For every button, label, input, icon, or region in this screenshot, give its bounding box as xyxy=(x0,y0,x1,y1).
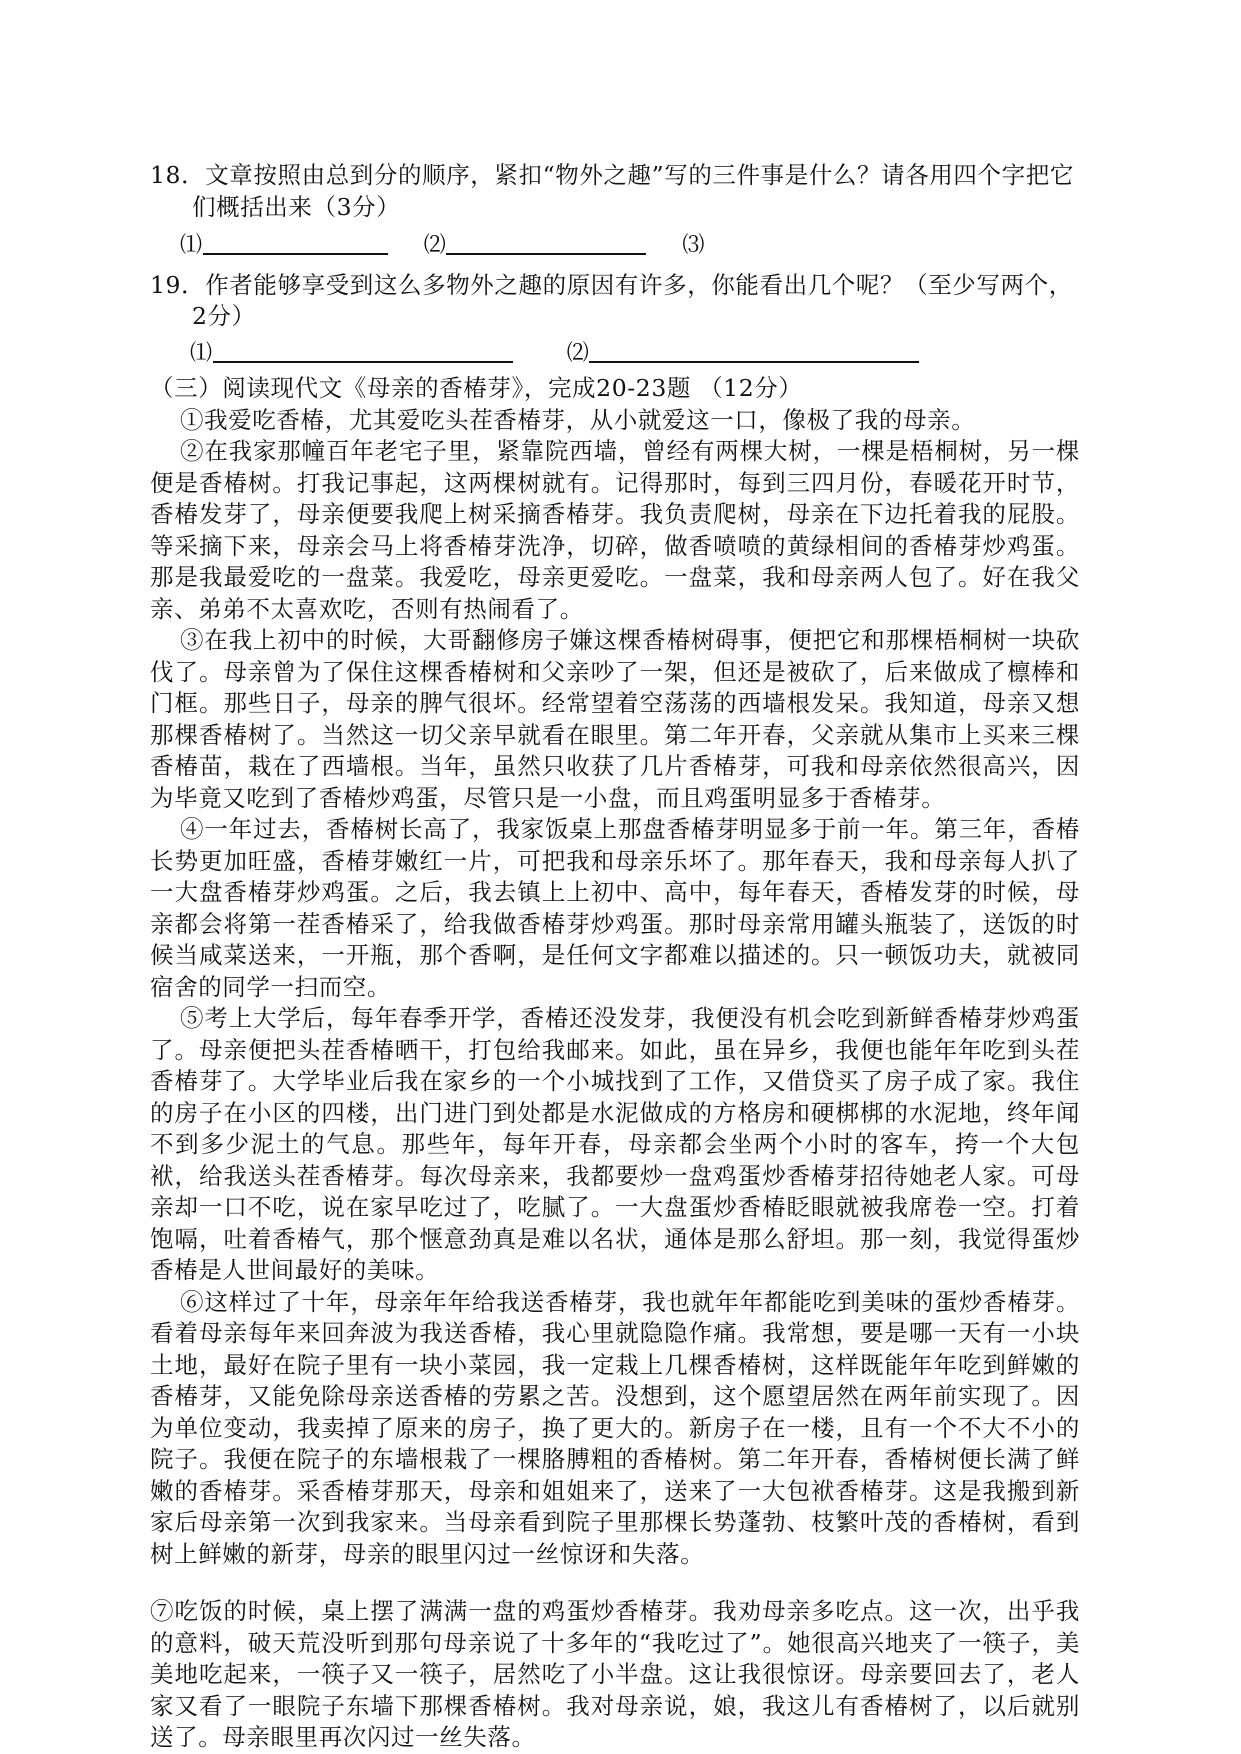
answer-line xyxy=(213,339,513,363)
paragraph-5: ⑤考上大学后，每年春季开学，香椿还没发芽，我便没有机会吃到新鲜香椿芽炒鸡蛋了。母亲便把头茬香椿晒干，打包给我邮来。如此，虽在异乡，我便也能年年吃到头茬香椿芽了。大学毕业后我在家乡的一个小城找到了工作，又借贷买了房子成了家。我住的房子在小区的四楼，出门进门到处都是水泥做成的方格房和硬梆梆的水泥地，终年闻不到多少泥土的气息。那些年，每年开春，母亲都会坐两个小时的客车，挎一个大包袱，给我送头茬香椿芽。每次母亲来，我都要炒一盘鸡蛋炒香椿芽招待她老人家。可母亲却一口不吃，说在家早吃过了，吃腻了。一大盘蛋炒香椿眨眼就被我席卷一空。打着饱嗝，吐着香椿气，那个惬意劲真是难以名状，通体是那么舒坦。那一刻，我觉得蛋炒香椿是人世间最好的美味。 xyxy=(150,1004,1080,1284)
blank-label: ⑴ xyxy=(190,340,213,366)
blank-label: ⑵ xyxy=(423,233,447,258)
answer-line xyxy=(589,339,919,363)
answer-blank-19-2[interactable] xyxy=(567,337,920,370)
question-19-answer-blanks xyxy=(190,337,1080,370)
paragraph-4: ④一年过去，香椿树长高了，我家饭桌上那盘香椿芽明显多于前一年。第三年，香椿长势更加旺盛，香椿芽嫩红一片，可把我和母亲乐坏了。那年春天，我和母亲每人扒了一大盘香椿芽炒鸡蛋。之后，我去镇上上初中、高中，每年春天，香椿发芽的时候，母亲都会将第一茬香椿采了，给我做香椿芽炒鸡蛋。那时母亲常用罐头瓶装了，送饭的时候当咸菜送来，一开瓶，那个香啊，是任何文字都难以描述的。只一顿饭功夫，就被同宿舍的同学一扫而空。 xyxy=(150,815,1080,1001)
question-18: 18．文章按照由总到分的顺序，紧扣“物外之趣”写的三件事是什么？请各用四个字把它们概括出来（3分） xyxy=(150,161,1074,221)
question-19: 19．作者能够享受到这么多物外之趣的原因有许多，你能看出几个呢？（至少写两个，2分） xyxy=(150,270,1073,330)
answer-blank-19-1[interactable] xyxy=(190,337,513,370)
answer-line xyxy=(203,231,388,255)
paragraph-2: ②在我家那幢百年老宅子里，紧靠院西墙，曾经有两棵大树，一棵是梧桐树，另一棵便是香椿树。打我记事起，这两棵树就有。记得那时，每到三四月份，春暖花开时节，香椿发芽了，母亲便要我爬上树采摘香椿芽。我负责爬树，母亲在下边托着我的屁股。等采摘下来，母亲会马上将香椿芽洗净，切碎，做香喷喷的黄绿相间的香椿芽炒鸡蛋。那是我最爱吃的一盘菜。我爱吃，母亲更爱吃。一盘菜，我和母亲两人包了。好在我父亲、弟弟不太喜欢吃，否则有热闹看了。 xyxy=(150,437,1080,623)
section-heading: （三）阅读现代文《母亲的香椿芽》，完成20-23题 （12分） xyxy=(150,374,803,402)
paragraph-1: ①我爱吃香椿，尤其爱吃头茬香椿芽，从小就爱这一口，像极了我的母亲。 xyxy=(180,405,976,434)
answer-blank-18-2[interactable] xyxy=(424,229,647,262)
paragraph-7: ⑦吃饭的时候，桌上摆了满满一盘的鸡蛋炒香椿芽。我劝母亲多吃点。这一次，出乎我的意料，破天荒没听到那句母亲说了十多年的“我吃过了”。她很高兴地夹了一筷子，美美地吃起来，一筷子又一筷子，居然吃了小半盘。这让我很惊讶。母亲要回去了，老人家又看了一眼院子东墙下那棵香椿树。我对母亲说，娘，我这儿有香椿树了，以后就别送了。母亲眼里再次闪过一丝失落。 xyxy=(150,1597,1080,1751)
page-content xyxy=(150,160,1080,1754)
blank-label: ⑶ xyxy=(682,233,705,258)
paragraph-6: ⑥这样过了十年，母亲年年给我送香椿芽，我也就年年都能吃到美味的蛋炒香椿芽。看着母亲每年来回奔波为我送香椿，我心里就隐隐作痛。我常想，要是哪一天有一小块土地，最好在院子里有一块小菜园，我一定栽上几棵香椿树，这样既能年年吃到鲜嫩的香椿芽，又能免除母亲送香椿的劳累之苦。没想到，这个愿望居然在两年前实现了。因为单位变动，我卖掉了原来的房子，换了更大的。新房子在一楼，且有一个不大不小的院子。我便在院子的东墙根栽了一棵胳膊粗的香椿树。第二年开春，香椿树便长满了鲜嫩的香椿芽。采香椿芽那天，母亲和姐姐来了，送来了一大包袱香椿芽。这是我搬到新家后母亲第一次到我家来。当母亲看到院子里那棵长势蓬勃、枝繁叶茂的香椿树，看到树上鲜嫩的新芽，母亲的眼里闪过一丝惊讶和失落。 xyxy=(150,1287,1080,1568)
answer-blank-18-3[interactable] xyxy=(682,229,705,262)
question-18-answer-blanks xyxy=(180,229,1080,262)
blank-label: ⑴ xyxy=(180,233,203,258)
paragraph-3: ③在我上初中的时候，大哥翻修房子嫌这棵香椿树碍事，便把它和那棵梧桐树一块砍伐了。母亲曾为了保住这棵香椿树和父亲吵了一架，但还是被砍了，后来做成了檩棒和门框。那些日子，母亲的脾气很坏。经常望着空荡荡的西墙根发呆。我知道，母亲又想那棵香椿树了。当然这一切父亲早就看在眼里。第二年开春，父亲就从集市上买来三棵香椿苗，栽在了西墙根。当年，虽然只收获了几片香椿芽，可我和母亲依然很高兴，因为毕竟又吃到了香椿炒鸡蛋，尽管只是一小盘，而且鸡蛋明显多于香椿芽。 xyxy=(150,626,1080,812)
blank-label: ⑵ xyxy=(566,340,590,366)
answer-line xyxy=(446,231,646,255)
answer-blank-18-1[interactable] xyxy=(180,229,388,262)
